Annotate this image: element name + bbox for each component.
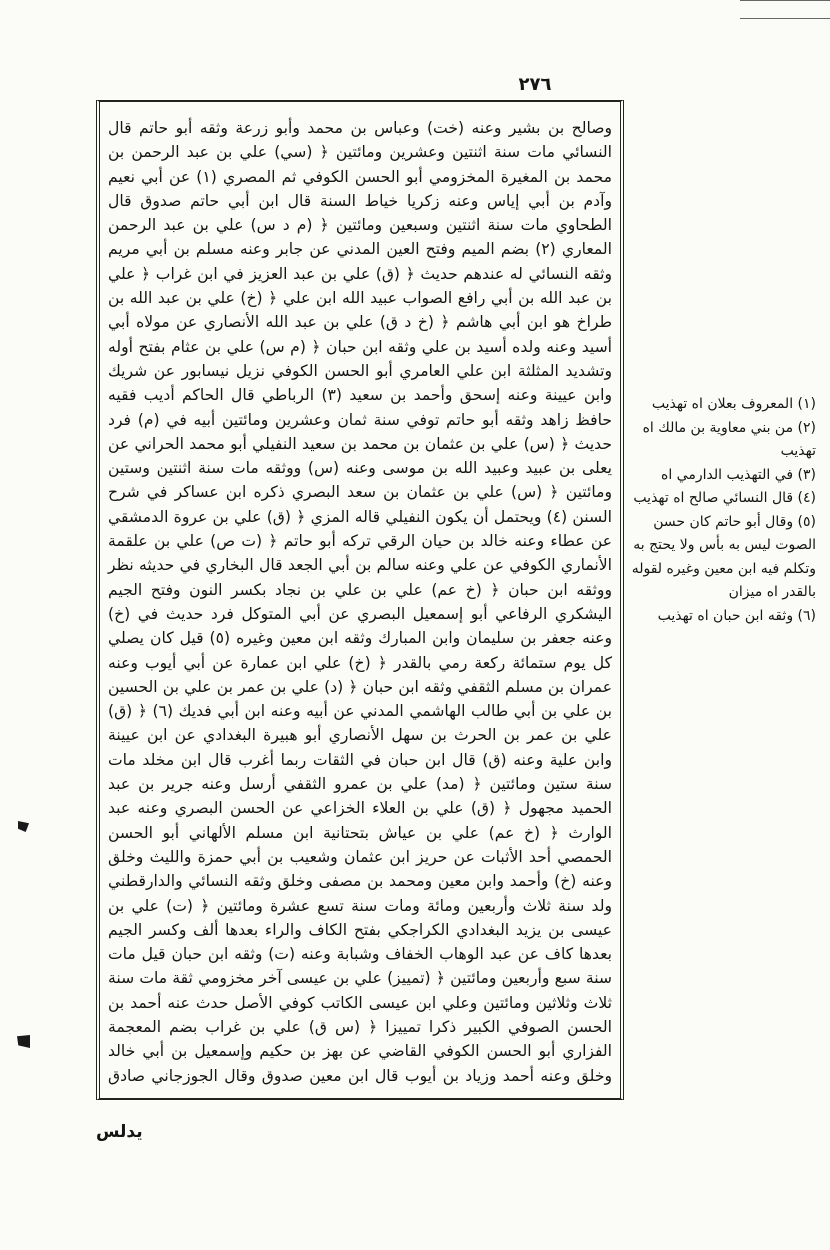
margin-mark <box>17 1035 30 1048</box>
main-text-body: وصالح بن بشير وعنه (خت) وعباس بن محمد وأبو زرعة وثقه أبو حاتم قال النسائي مات سنة اثنتين وعشرين ومائتين ﴿ (سي) علي بن عبد الرحمن بن محمد بن المغيرة المخزومي أبو الحسن الكوفي ثم المصري (١) عن أبي نعيم وآدم بن أبي إياس وعنه زكريا خياط السنة قال ابن أبي حاتم صدوق قال الطحاوي مات سنة اثنتين وسبعين ومائتين ﴿ (م د س) علي بن عبد الرحمن المعاري (٢) بضم الميم وفتح العين المدني عن جابر وعنه مسلم بن أبي مريم وثقه النسائي له عندهم حديث ﴿ (ق) علي بن عبد العزيز في ابن غراب ﴿ علي بن عبد الله بن أبي رافع الصواب عبيد الله ابن علي ﴿ (خ) علي بن عبد الله بن طراخ هو ابن أبي هاشم ﴿ (خ د ق) علي بن عبد الله الأنصاري عن مولاه أبي أسيد وعنه ولده أسيد بن علي وثقه ابن حبان ﴿ (م س) علي بن عثام بفتح أوله وتشديد المثلثة ابن علي العامري أبو الحسن الكوفي نزيل نيسابور عن شريك وابن عيينة وعنه إسحق وأحمد بن سعيد (٣) الرباطي قال الحاكم أديب فقيه حافظ زاهد وثقه أبو حاتم توفي سنة ثمان وعشرين ومائتين أبيه في (م) فرد حديث ﴿ (س) علي بن عثمان بن محمد بن سعيد النفيلي أبو محمد الحراني عن يعلى بن عبيد وعبيد الله بن موسى وعنه (س) ووثقه مات سنة اثنتين وستين ومائتين ﴿ (س) علي بن عثمان بن سعد البصري ذكره ابن عساكر في شرح السنن (٤) ويحتمل أن يكون النفيلي قاله المزي ﴿ (ق) علي بن عروة الدمشقي عن عطاء وعنه خالد بن حيان الرقي تركه أبو حاتم ﴿ (ت ص) علي بن علقمة الأنماري الكوفي عن علي وعنه سالم بن أبي الجعد قال البخاري في حديثه نظر ووثقه ابن حبان ﴿ (خ عم) علي بن علي بن نجاد بكسر النون وفتح الجيم اليشكري الرفاعي أبو إسمعيل البصري عن أبي المتوكل فرد حديث في (خ) وعنه جعفر بن سليمان وابن المبارك وثقه ابن معين وغيره (٥) قيل كان يصلي كل يوم ستمائة ركعة رمي بالقدر ﴿ (خ) علي ابن عمارة عن أبي أيوب وعنه عمران بن مسلم الثقفي وثقه ابن حبان ﴿ (د) علي بن عمر بن علي بن الحسين بن علي بن أبي طالب الهاشمي المدني عن أبيه وعنه ابن أبي فديك (٦) ﴿ (ق) علي بن عمر بن الحرث بن سهل الأنصاري أبو هبيرة البغدادي عن ابن عيينة وابن علية وعنه (ق) قال ابن حبان في الثقات ربما أغرب قال ابن مخلد مات سنة ستين ومائتين ﴿ (مد) علي بن عمرو الثقفي أرسل وعنه جرير بن عبد الحميد مجهول ﴿ (ق) علي بن العلاء الخزاعي عن الحسن البصري وعنه عبد الوارث ﴿ (خ عم) علي بن عياش بتحتانية ابن مسلم الألهاني أبو الحسن الحمصي أحد الأثبات عن حريز ابن عثمان وشعيب بن أبي حمزة والليث وخلق وعنه (خ) وأحمد وابن معين ومحمد بن مصفى وخلق وثقه النسائي والدارقطني ولد سنة ثلاث وأربعين ومائة ومات سنة تسع عشرة ومائتين ﴿ (ت) علي بن عيسى بن يزيد البغدادي الكراجكي بفتح الكاف والراء بعدها ألف وكسر الجيم بعدها كاف عن عبد الوهاب الخفاف وشبابة وعنه (ت) وثقه ابن حبان قيل مات سنة سبع وأربعين ومائتين ﴿ (تمييز) علي بن عيسى آخر مخزومي ثقة مات سنة ثلاث وثلاثين ومائتين وعلي ابن عيسى الكاتب كوفي الأصل حدث عنه أحمد بن الحسن الصوفي الكبير ذكرا تمييزا ﴿ (س ق) علي بن غراب بضم المعجمة الفزاري أبو الحسن الكوفي القاضي عن بهز بن حكيم وإسمعيل بن أبي خالد وخلق وعنه أحمد وزياد بن أيوب قال ابن معين صدوق وقال الجوزجاني صادق <box>108 119 613 1085</box>
footnote-2: (٢) من بني معاوية بن مالك اه تهذيب <box>642 419 816 459</box>
footnote-5: (٥) وقال أبو حاتم كان حسن الصوت ليس به بأس ولا يحتج به وتكلم فيه ابن معين وغيره لقوله بالقدر اه ميزان <box>631 513 816 600</box>
top-edge-rule <box>740 0 830 1</box>
footnote-4: (٤) قال النسائي صالح اه تهذيب <box>633 490 816 506</box>
margin-mark <box>18 821 29 832</box>
footnote-3: (٣) في التهذيب الدارمي اه <box>661 466 816 483</box>
footnote-6: (٦) وثقه ابن حبان اه تهذيب <box>657 607 816 624</box>
top-edge-rule <box>740 18 830 19</box>
page-number: ٢٧٦ <box>518 74 552 95</box>
footnotes <box>628 393 816 628</box>
footnote-1: (١) المعروف بعلان اه تهذيب <box>651 396 816 412</box>
main-text-block <box>104 116 616 1088</box>
catchword: يدلس <box>96 1122 143 1142</box>
